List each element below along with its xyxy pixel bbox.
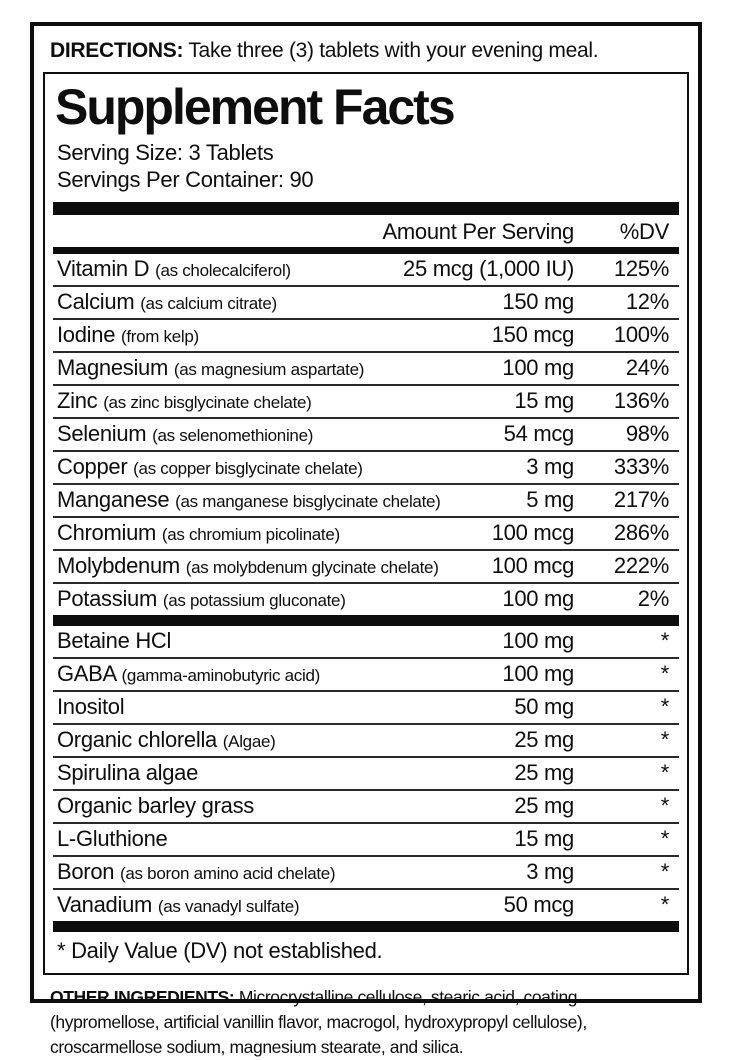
ingredient-daily-value: 217% xyxy=(613,487,669,512)
ingredient-daily-value: * xyxy=(660,859,669,884)
table-row xyxy=(53,452,679,485)
ingredient-daily-value: 286% xyxy=(613,520,669,545)
ingredient-name-cell xyxy=(53,553,492,581)
ingredient-amount: 25 mg xyxy=(514,793,574,818)
ingredient-daily-value: * xyxy=(660,793,669,818)
serving-info xyxy=(57,139,675,193)
ingredient-amount: 100 mcg xyxy=(491,553,574,578)
ingredient-daily-value: 2% xyxy=(637,586,669,611)
amount-per-serving-header: Amount Per Serving xyxy=(382,219,574,244)
ingredient-name-cell xyxy=(53,760,514,788)
table-row xyxy=(53,518,679,551)
ingredient-daily-value: * xyxy=(660,694,669,719)
ingredient-amount: 100 mg xyxy=(502,355,574,380)
ingredient-name: Copper xyxy=(57,454,128,479)
ingredient-source-detail: (gamma-aminobutyric acid) xyxy=(121,666,320,685)
ingredient-name-cell xyxy=(53,388,514,416)
ingredient-daily-value: 24% xyxy=(625,355,669,380)
table-row xyxy=(53,353,679,386)
ingredient-amount: 50 mcg xyxy=(503,892,574,917)
ingredient-name: GABA xyxy=(57,661,116,686)
ingredient-amount: 150 mcg xyxy=(491,322,574,347)
ingredient-source-detail: (as chromium picolinate) xyxy=(161,525,340,544)
ingredient-name: Magnesium xyxy=(57,355,169,380)
ingredient-name-cell xyxy=(53,661,502,689)
servings-per-container: Servings Per Container: 90 xyxy=(57,167,314,192)
ingredient-daily-value: 98% xyxy=(625,421,669,446)
ingredient-name: Inositol xyxy=(57,694,125,719)
ingredient-amount: 25 mcg (1,000 IU) xyxy=(403,256,574,281)
ingredient-source-detail: (from kelp) xyxy=(120,327,199,346)
directions-text: Take three (3) tablets with your evening meal. xyxy=(188,39,599,62)
table-row xyxy=(53,857,679,890)
header-top-divider-bar xyxy=(53,202,679,215)
table-row xyxy=(53,758,679,791)
ingredient-daily-value: * xyxy=(660,892,669,917)
ingredient-name: Vitamin D xyxy=(57,256,150,281)
ingredient-source-detail: (as copper bisglycinate chelate) xyxy=(133,459,363,478)
ingredient-source-detail: (as selenomethionine) xyxy=(152,426,314,445)
ingredient-name: Organic chlorella xyxy=(57,727,217,752)
ingredient-source-detail: (as cholecalciferol) xyxy=(155,261,291,280)
table-row xyxy=(53,419,679,452)
directions-label: DIRECTIONS: xyxy=(50,39,184,62)
ingredient-name-cell xyxy=(53,694,514,722)
ingredient-source-detail: (as potassium gluconate) xyxy=(162,591,346,610)
ingredient-source-detail: (as zinc bisglycinate chelate) xyxy=(103,393,312,412)
ingredient-daily-value: 222% xyxy=(613,553,669,578)
daily-value-footnote: * Daily Value (DV) not established. xyxy=(57,938,383,963)
ingredient-daily-value: 12% xyxy=(625,289,669,314)
ingredient-name-cell xyxy=(53,520,492,548)
ingredient-name-cell xyxy=(53,421,504,449)
ingredient-amount: 54 mcg xyxy=(503,421,574,446)
ingredient-name: Chromium xyxy=(57,520,157,545)
ingredient-daily-value: * xyxy=(660,826,669,851)
other-ingredients-text: Microcrystalline cellulose, stearic acid, coating (hypromellose, artificial vanillin flavor, macrogol, hydroxypropyl cellulose), croscarmellose sodium, magnesium stearate, and silica. xyxy=(50,987,587,1057)
ingredient-amount: 3 mg xyxy=(526,859,574,884)
ingredient-name-cell xyxy=(53,793,514,821)
ingredient-name: L-Gluthione xyxy=(57,826,168,851)
ingredient-name: Selenium xyxy=(57,421,147,446)
ingredient-name-cell xyxy=(53,487,526,515)
ingredient-source-detail: (as vanadyl sulfate) xyxy=(157,897,300,916)
section-divider-bar xyxy=(53,615,679,626)
ingredient-name: Calcium xyxy=(57,289,135,314)
ingredient-amount: 100 mg xyxy=(502,628,574,653)
table-row xyxy=(53,485,679,518)
ingredient-source-detail: (as magnesium aspartate) xyxy=(173,360,365,379)
ingredient-amount: 15 mg xyxy=(514,826,574,851)
ingredient-name-cell xyxy=(53,892,504,920)
ingredient-name: Iodine xyxy=(57,322,116,347)
table-row xyxy=(53,584,679,615)
ingredient-name-cell xyxy=(53,454,526,482)
table-row xyxy=(53,791,679,824)
ingredient-name-cell xyxy=(53,826,514,854)
ingredient-amount: 100 mcg xyxy=(491,520,574,545)
ingredient-amount: 25 mg xyxy=(514,727,574,752)
ingredient-amount: 100 mg xyxy=(502,586,574,611)
ingredient-name: Vanadium xyxy=(57,892,153,917)
ingredient-name: Manganese xyxy=(57,487,170,512)
serving-size: Serving Size: 3 Tablets xyxy=(57,140,274,165)
footnote-divider-bar xyxy=(53,921,679,932)
ingredient-daily-value: 125% xyxy=(613,256,669,281)
ingredient-source-detail: (Algae) xyxy=(222,732,276,751)
ingredient-daily-value: * xyxy=(660,628,669,653)
ingredient-amount: 50 mg xyxy=(514,694,574,719)
other-nutrients-table xyxy=(53,626,679,921)
table-row xyxy=(53,659,679,692)
ingredient-daily-value: * xyxy=(660,661,669,686)
table-row xyxy=(53,824,679,857)
ingredient-daily-value: * xyxy=(660,727,669,752)
vitamins-minerals-table xyxy=(53,254,679,615)
ingredient-source-detail: (as manganese bisglycinate chelate) xyxy=(175,492,441,511)
ingredient-amount: 150 mg xyxy=(502,289,574,314)
ingredient-daily-value: 333% xyxy=(613,454,669,479)
ingredient-name-cell xyxy=(53,628,502,656)
ingredient-name: Spirulina algae xyxy=(57,760,199,785)
table-row xyxy=(53,692,679,725)
other-ingredients-label: OTHER INGREDIENTS: xyxy=(50,987,235,1007)
ingredient-name: Zinc xyxy=(57,388,98,413)
ingredient-name-cell xyxy=(53,355,502,383)
label-outer-border-box xyxy=(30,22,702,1057)
table-row xyxy=(53,626,679,659)
table-row xyxy=(53,287,679,320)
other-ingredients-paragraph xyxy=(34,975,698,1060)
directions-line xyxy=(34,26,698,72)
header-bottom-divider-bar xyxy=(53,247,679,254)
ingredient-name-cell xyxy=(53,289,502,317)
table-row xyxy=(53,386,679,419)
table-row xyxy=(53,725,679,758)
supplement-facts-title: Supplement Facts xyxy=(55,79,454,135)
ingredient-amount: 100 mg xyxy=(502,661,574,686)
ingredient-name: Molybdenum xyxy=(57,553,180,578)
ingredient-daily-value: 100% xyxy=(613,322,669,347)
ingredient-daily-value: 136% xyxy=(613,388,669,413)
supplement-facts-panel xyxy=(43,72,689,975)
ingredient-name-cell xyxy=(53,256,403,284)
ingredient-name: Betaine HCl xyxy=(57,628,172,653)
ingredient-name: Organic barley grass xyxy=(57,793,254,818)
ingredient-amount: 25 mg xyxy=(514,760,574,785)
ingredient-amount: 15 mg xyxy=(514,388,574,413)
ingredient-source-detail: (as molybdenum glycinate chelate) xyxy=(185,558,439,577)
table-row xyxy=(53,551,679,584)
ingredient-name-cell xyxy=(53,859,526,887)
ingredient-source-detail: (as boron amino acid chelate) xyxy=(120,864,336,883)
ingredient-name-cell xyxy=(53,727,514,755)
percent-dv-header: %DV xyxy=(619,219,669,244)
table-row xyxy=(53,254,679,287)
ingredient-name: Potassium xyxy=(57,586,158,611)
column-header-row xyxy=(53,215,679,247)
table-row xyxy=(53,890,679,921)
ingredient-name-cell xyxy=(53,322,492,350)
table-row xyxy=(53,320,679,353)
ingredient-source-detail: (as calcium citrate) xyxy=(140,294,277,313)
ingredient-amount: 5 mg xyxy=(526,487,574,512)
ingredient-name-cell xyxy=(53,586,502,614)
ingredient-amount: 3 mg xyxy=(526,454,574,479)
ingredient-name: Boron xyxy=(57,859,115,884)
ingredient-daily-value: * xyxy=(660,760,669,785)
